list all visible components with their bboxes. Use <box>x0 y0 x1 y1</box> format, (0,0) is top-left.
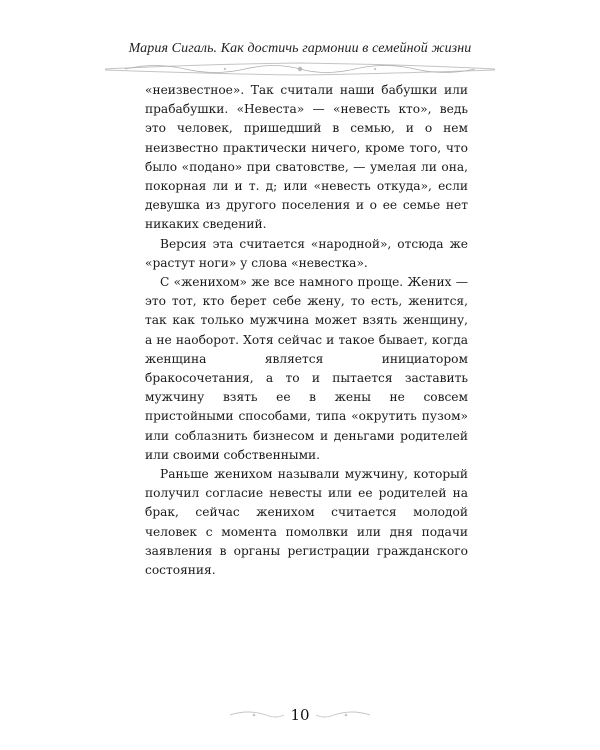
paragraph-2: Версия эта считается «народной», отсюда же «растут ноги» у слова «невестка». <box>145 236 468 270</box>
paragraph-4: Раньше женихом называли мужчину, который получил согласие невесты или ее родителей на брак, сейчас женихом считается молодой человек с момента помолвки или дня подачи заявления в органы регистрации гражданского состояния. <box>145 467 468 578</box>
paragraph-1: «неизвестное». Так считали наши бабушки или прабабушки. «Невеста» — «невесть кто», ведь это человек, пришедший в семью, и о нем неизвестно практически ничего, кроме того, что было «подано» при сватовстве, — умелая ли она, покорная ли и т. д; или «невесть откуда», если девушка из другого поселения и о ее семье нет никаких сведений. <box>145 83 468 232</box>
page-number <box>0 706 600 724</box>
page-number-value: 10 <box>284 706 315 724</box>
running-header: Мария Сигаль. Как достичь гармонии в семейной жизни <box>128 41 472 56</box>
paragraph-3: С «женихом» же все намного проще. Жених — это тот, кто берет себе жену, то есть, женится, так как только мужчина может взять женщину, а не наоборот. Хотя сейчас и такое бывает, когда женщина является инициатором бракосочетания, а то и пытается заставить мужчину взять ее в жены не совсем пристойными способами, типа «окрутить пузом» или соблазнить бизнесом и деньгами родителей или своими собственными. <box>145 275 468 462</box>
body-text <box>145 81 468 580</box>
header-ornament-icon <box>105 60 495 78</box>
